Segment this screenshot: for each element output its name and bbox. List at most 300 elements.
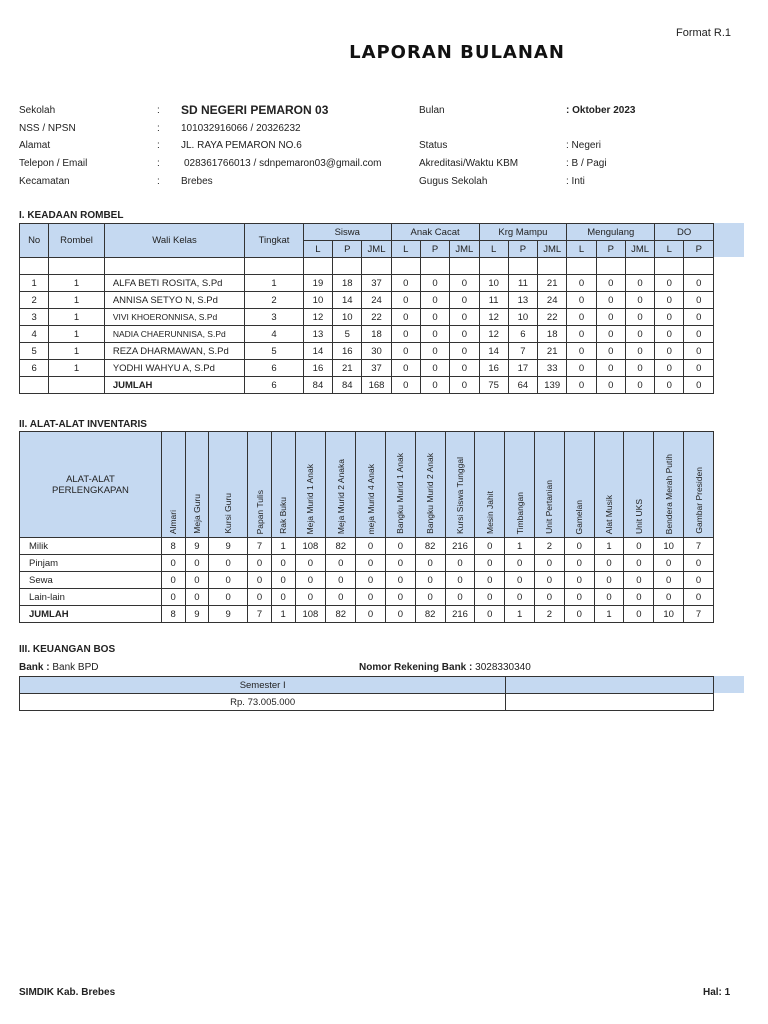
cell-value: 0: [684, 292, 714, 309]
cell-wali-kelas: VIVI KHOERONNISA, S.Pd: [104, 309, 244, 326]
cell-value: 0: [391, 360, 420, 377]
cell-value: 108: [295, 606, 326, 623]
cell-value: 16: [303, 360, 332, 377]
cell-value: 0: [356, 555, 386, 572]
cell-value: 9: [185, 538, 209, 555]
total-value: 84: [303, 377, 332, 394]
total-value: 0: [655, 377, 684, 394]
cell-value: 1: [505, 538, 535, 555]
cell-value: 0: [356, 589, 386, 606]
inventaris-column-header: [209, 432, 248, 538]
cell-value: 0: [535, 555, 565, 572]
value-telepon: 028361766013 / sdnpemaron03@gmail.com: [184, 158, 382, 169]
column-label: Bangku Murid 1 Anak: [395, 453, 406, 534]
cell-value: 0: [684, 572, 714, 589]
column-label: Bangku Murid 2 Anak: [425, 453, 436, 534]
cell-no: 4: [20, 326, 49, 343]
header-overflow: [713, 223, 744, 257]
cell-value: 24: [538, 292, 567, 309]
empty-cell: [49, 377, 105, 394]
header-mengulang: Mengulang: [567, 224, 655, 241]
inventaris-column-header: [271, 432, 295, 538]
cell-no: 2: [20, 292, 49, 309]
inventaris-corner-label: [20, 432, 162, 538]
inventaris-column-header: [445, 432, 475, 538]
footer-right: Hal: 1: [703, 987, 731, 998]
cell-value: 0: [564, 572, 594, 589]
cell-value: 0: [625, 326, 654, 343]
cell-value: 0: [356, 572, 386, 589]
cell-value: 0: [445, 589, 475, 606]
cell-value: 82: [415, 538, 445, 555]
header-p: P: [333, 241, 362, 258]
label-bulan: Bulan: [419, 105, 445, 116]
inventaris-column-header: [415, 432, 445, 538]
cell-value: 0: [684, 309, 714, 326]
value-alamat: JL. RAYA PEMARON NO.6: [181, 140, 302, 151]
cell-value: 0: [596, 292, 625, 309]
column-label: Gamelan: [574, 499, 585, 534]
cell-value: 0: [564, 606, 594, 623]
inventaris-column-header: [248, 432, 272, 538]
cell-value: 0: [535, 572, 565, 589]
label-npsn: NSS / NPSN: [19, 123, 76, 134]
cell-value: 12: [479, 309, 508, 326]
value-bulan: : Oktober 2023: [566, 105, 636, 116]
cell-value: 0: [271, 572, 295, 589]
cell-value: 1: [271, 538, 295, 555]
inventaris-column-header: [356, 432, 386, 538]
cell-value: 0: [596, 275, 625, 292]
corner-label-text: ALAT-ALAT PERLENGKAPAN: [51, 473, 129, 496]
cell-value: 37: [362, 275, 391, 292]
cell-rombel: 1: [49, 275, 105, 292]
table-row: [20, 538, 714, 555]
cell-value: 0: [385, 606, 415, 623]
cell-value: 82: [326, 606, 356, 623]
cell-wali-kelas: NADIA CHAERUNNISA, S.Pd: [104, 326, 244, 343]
cell-value: 0: [684, 589, 714, 606]
cell-value: 0: [420, 360, 449, 377]
cell-value: 7: [248, 606, 272, 623]
cell-value: 8: [161, 606, 185, 623]
header-jml: JML: [362, 241, 391, 258]
cell-value: 21: [538, 343, 567, 360]
cell-value: 0: [654, 589, 684, 606]
cell-value: 33: [538, 360, 567, 377]
cell-value: 0: [450, 275, 479, 292]
cell-value: 0: [161, 589, 185, 606]
inventaris-column-header: [505, 432, 535, 538]
header-l: L: [303, 241, 332, 258]
cell-value: 0: [535, 589, 565, 606]
inventaris-column-header: [684, 432, 714, 538]
cell-no: 6: [20, 360, 49, 377]
cell-no: 1: [20, 275, 49, 292]
total-value: 75: [479, 377, 508, 394]
table-row: [20, 555, 714, 572]
header-rombel: Rombel: [49, 224, 105, 258]
header-p: P: [508, 241, 537, 258]
inventaris-column-header: [475, 432, 505, 538]
header-tingkat: Tingkat: [245, 224, 304, 258]
column-label: meja Murid 4 Anak: [365, 463, 376, 534]
bank-value: Bank BPD: [52, 662, 99, 673]
table-row: [20, 572, 714, 589]
column-label: Unit UKS: [633, 499, 644, 534]
cell-value: 30: [362, 343, 391, 360]
column-label: Alat Musik: [604, 494, 615, 534]
cell-rombel: 1: [49, 309, 105, 326]
blank-row: [20, 258, 714, 275]
colon: :: [157, 123, 160, 134]
header-p: P: [596, 241, 625, 258]
cell-value: 13: [303, 326, 332, 343]
cell-value: 0: [295, 555, 326, 572]
cell-value: 37: [362, 360, 391, 377]
cell-value: 0: [326, 555, 356, 572]
cell-value: 0: [326, 589, 356, 606]
cell-value: 0: [594, 572, 624, 589]
inventaris-table: [19, 431, 714, 623]
total-value: 64: [508, 377, 537, 394]
label-kecamatan: Kecamatan: [19, 176, 70, 187]
cell-value: 18: [333, 275, 362, 292]
cell-value: 10: [333, 309, 362, 326]
header-no: No: [20, 224, 49, 258]
cell-value: 0: [391, 292, 420, 309]
column-label: Bendera Merah Putih: [663, 453, 674, 534]
cell-value: 9: [209, 538, 248, 555]
cell-value: 0: [596, 360, 625, 377]
inventaris-column-header: [295, 432, 326, 538]
cell-value: 0: [391, 309, 420, 326]
header-l: L: [567, 241, 596, 258]
label-status: Status: [419, 140, 448, 151]
cell-value: 0: [625, 275, 654, 292]
colon: :: [157, 158, 160, 169]
cell-value: 0: [625, 343, 654, 360]
cell-value: 7: [508, 343, 537, 360]
cell-value: 14: [333, 292, 362, 309]
cell-value: 0: [596, 309, 625, 326]
bos-table: [19, 676, 714, 711]
cell-value: 21: [538, 275, 567, 292]
table-row: [20, 360, 714, 377]
cell-value: 0: [450, 326, 479, 343]
cell-value: 0: [391, 343, 420, 360]
cell-value: 0: [505, 555, 535, 572]
colon: :: [157, 176, 160, 187]
bank-field: [19, 662, 98, 673]
cell-value: 10: [508, 309, 537, 326]
cell-value: 22: [362, 309, 391, 326]
column-label: Kursi Guru: [223, 493, 234, 534]
header-jml: JML: [450, 241, 479, 258]
cell-value: 0: [684, 275, 714, 292]
cell-value: 0: [450, 292, 479, 309]
cell-value: 5: [333, 326, 362, 343]
total-tingkat: 6: [245, 377, 304, 394]
cell-value: 0: [450, 309, 479, 326]
column-label: Almari: [168, 509, 179, 534]
column-label: Gambar Presiden: [693, 467, 704, 534]
cell-wali-kelas: YODHI WAHYU A, S.Pd: [104, 360, 244, 377]
cell-value: 7: [684, 606, 714, 623]
cell-value: 0: [185, 572, 209, 589]
bos-header-overflow: [713, 676, 744, 693]
cell-value: 0: [161, 555, 185, 572]
cell-value: 0: [185, 589, 209, 606]
column-label: Meja Guru: [191, 494, 202, 534]
cell-value: 1: [594, 538, 624, 555]
cell-value: 0: [654, 572, 684, 589]
cell-value: 0: [445, 572, 475, 589]
total-value: 0: [450, 377, 479, 394]
total-value: 0: [625, 377, 654, 394]
cell-value: 19: [303, 275, 332, 292]
value-gugus: : Inti: [566, 176, 585, 187]
cell-value: 11: [508, 275, 537, 292]
cell-tingkat: 5: [245, 343, 304, 360]
cell-value: 0: [420, 343, 449, 360]
cell-value: 0: [655, 343, 684, 360]
value-akreditasi: : B / Pagi: [566, 158, 607, 169]
empty-cell: [20, 377, 49, 394]
cell-value: 0: [624, 606, 654, 623]
cell-value: 0: [564, 555, 594, 572]
column-label: Rak Buku: [278, 497, 289, 534]
cell-value: 0: [684, 555, 714, 572]
cell-value: 0: [684, 360, 714, 377]
cell-value: 216: [445, 538, 475, 555]
table-row: [20, 326, 714, 343]
value-status: : Negeri: [566, 140, 602, 151]
header-l: L: [391, 241, 420, 258]
cell-value: 0: [567, 326, 596, 343]
row-label: Lain-lain: [20, 589, 162, 606]
bos-amount: Rp. 73.005.000: [20, 694, 506, 711]
empty-cell: [506, 694, 714, 711]
cell-value: 0: [594, 589, 624, 606]
cell-value: 22: [538, 309, 567, 326]
header-do: DO: [655, 224, 714, 241]
header-jml: JML: [538, 241, 567, 258]
cell-wali-kelas: ALFA BETI ROSITA, S.Pd: [104, 275, 244, 292]
cell-value: 0: [567, 343, 596, 360]
column-label: Papan Tulis: [254, 489, 265, 534]
cell-value: 0: [326, 572, 356, 589]
cell-value: 0: [450, 343, 479, 360]
rekening-label: Nomor Rekening Bank :: [359, 662, 473, 673]
cell-value: 0: [356, 606, 386, 623]
header-wali-kelas: Wali Kelas: [104, 224, 244, 258]
cell-value: 0: [420, 275, 449, 292]
cell-value: 0: [271, 589, 295, 606]
label-alamat: Alamat: [19, 140, 51, 151]
cell-value: 6: [508, 326, 537, 343]
column-label: Mesin Jahit: [484, 491, 495, 534]
cell-rombel: 1: [49, 326, 105, 343]
table-row: [20, 292, 714, 309]
cell-value: 7: [248, 538, 272, 555]
cell-value: 0: [185, 555, 209, 572]
cell-value: 0: [475, 606, 505, 623]
cell-value: 24: [362, 292, 391, 309]
cell-tingkat: 1: [245, 275, 304, 292]
cell-value: 108: [295, 538, 326, 555]
cell-value: 0: [567, 292, 596, 309]
value-kecamatan: Brebes: [181, 176, 213, 187]
cell-value: 0: [385, 555, 415, 572]
cell-value: 0: [356, 538, 386, 555]
cell-value: 0: [385, 572, 415, 589]
cell-value: 0: [655, 309, 684, 326]
section-bos-title: III. KEUANGAN BOS: [19, 644, 116, 655]
cell-value: 82: [326, 538, 356, 555]
value-sekolah: SD NEGERI PEMARON 03: [181, 103, 329, 117]
cell-value: 216: [445, 606, 475, 623]
inventaris-column-header: [161, 432, 185, 538]
cell-value: 2: [535, 538, 565, 555]
cell-value: 0: [248, 572, 272, 589]
table-row: [20, 589, 714, 606]
label-akreditasi: Akreditasi/Waktu KBM: [419, 158, 519, 169]
cell-value: 0: [248, 589, 272, 606]
cell-wali-kelas: ANNISA SETYO N, S.Pd: [104, 292, 244, 309]
cell-rombel: 1: [49, 360, 105, 377]
cell-value: 0: [445, 555, 475, 572]
rekening-field: [359, 662, 531, 673]
cell-value: 0: [596, 343, 625, 360]
cell-value: 0: [655, 275, 684, 292]
header-jml: JML: [625, 241, 654, 258]
row-label: Milik: [20, 538, 162, 555]
cell-value: 0: [624, 572, 654, 589]
cell-value: 9: [209, 606, 248, 623]
cell-no: 5: [20, 343, 49, 360]
section-inventaris-title: II. ALAT-ALAT INVENTARIS: [19, 419, 147, 430]
row-label: JUMLAH: [20, 606, 162, 623]
cell-value: 1: [505, 606, 535, 623]
cell-value: 0: [625, 360, 654, 377]
cell-value: 7: [684, 538, 714, 555]
cell-rombel: 1: [49, 343, 105, 360]
header-krg-mampu: Krg Mampu: [479, 224, 567, 241]
inventaris-column-header: [594, 432, 624, 538]
table-row: [20, 275, 714, 292]
cell-value: 0: [385, 538, 415, 555]
cell-tingkat: 2: [245, 292, 304, 309]
cell-value: 18: [362, 326, 391, 343]
cell-value: 0: [564, 589, 594, 606]
page-title: LAPORAN BULANAN: [349, 42, 565, 63]
cell-value: 0: [655, 292, 684, 309]
cell-value: 0: [271, 555, 295, 572]
cell-value: 0: [594, 555, 624, 572]
cell-value: 0: [420, 309, 449, 326]
cell-value: 12: [303, 309, 332, 326]
cell-value: 0: [415, 555, 445, 572]
cell-value: 0: [415, 572, 445, 589]
empty-header: [506, 677, 714, 694]
header-p: P: [684, 241, 714, 258]
cell-tingkat: 3: [245, 309, 304, 326]
inventaris-column-header: [535, 432, 565, 538]
cell-value: 0: [567, 275, 596, 292]
colon: :: [157, 140, 160, 151]
section-rombel-title: I. KEADAAN ROMBEL: [19, 210, 124, 221]
total-value: 0: [391, 377, 420, 394]
cell-value: 1: [594, 606, 624, 623]
cell-value: 0: [420, 326, 449, 343]
inventaris-column-header: [564, 432, 594, 538]
total-value: 0: [420, 377, 449, 394]
label-sekolah: Sekolah: [19, 105, 56, 116]
cell-value: 14: [303, 343, 332, 360]
total-value: 0: [567, 377, 596, 394]
cell-value: 8: [161, 538, 185, 555]
label-telepon: Telepon / Email: [19, 158, 88, 169]
total-value: 168: [362, 377, 391, 394]
total-value: 0: [684, 377, 714, 394]
cell-tingkat: 6: [245, 360, 304, 377]
cell-value: 12: [479, 326, 508, 343]
cell-value: 82: [415, 606, 445, 623]
cell-value: 10: [654, 606, 684, 623]
cell-value: 13: [508, 292, 537, 309]
cell-value: 0: [391, 275, 420, 292]
cell-value: 10: [303, 292, 332, 309]
cell-tingkat: 4: [245, 326, 304, 343]
footer-left: SIMDIK Kab. Brebes: [19, 987, 116, 998]
cell-value: 16: [479, 360, 508, 377]
cell-value: 0: [391, 326, 420, 343]
cell-value: 0: [295, 589, 326, 606]
header-l: L: [655, 241, 684, 258]
cell-value: 0: [505, 572, 535, 589]
header-anak-cacat: Anak Cacat: [391, 224, 479, 241]
cell-value: 0: [567, 309, 596, 326]
cell-value: 0: [415, 589, 445, 606]
cell-value: 0: [209, 572, 248, 589]
row-label: Pinjam: [20, 555, 162, 572]
cell-value: 0: [684, 343, 714, 360]
total-value: 84: [333, 377, 362, 394]
cell-value: 21: [333, 360, 362, 377]
inventaris-column-header: [654, 432, 684, 538]
total-value: 0: [596, 377, 625, 394]
cell-value: 16: [333, 343, 362, 360]
cell-value: 0: [420, 292, 449, 309]
semester-header: Semester I: [20, 677, 506, 694]
cell-value: 0: [475, 589, 505, 606]
table-row: [20, 343, 714, 360]
cell-value: 0: [624, 589, 654, 606]
cell-no: 3: [20, 309, 49, 326]
column-label: Meja Murid 2 Anaka: [335, 458, 346, 534]
cell-value: 0: [655, 360, 684, 377]
cell-value: 0: [625, 292, 654, 309]
cell-value: 17: [508, 360, 537, 377]
header-p: P: [420, 241, 449, 258]
total-label: JUMLAH: [104, 377, 244, 394]
cell-value: 1: [271, 606, 295, 623]
cell-value: 0: [475, 555, 505, 572]
header-l: L: [479, 241, 508, 258]
column-label: Meja Murid 1 Anak: [305, 463, 316, 534]
cell-value: 0: [625, 309, 654, 326]
